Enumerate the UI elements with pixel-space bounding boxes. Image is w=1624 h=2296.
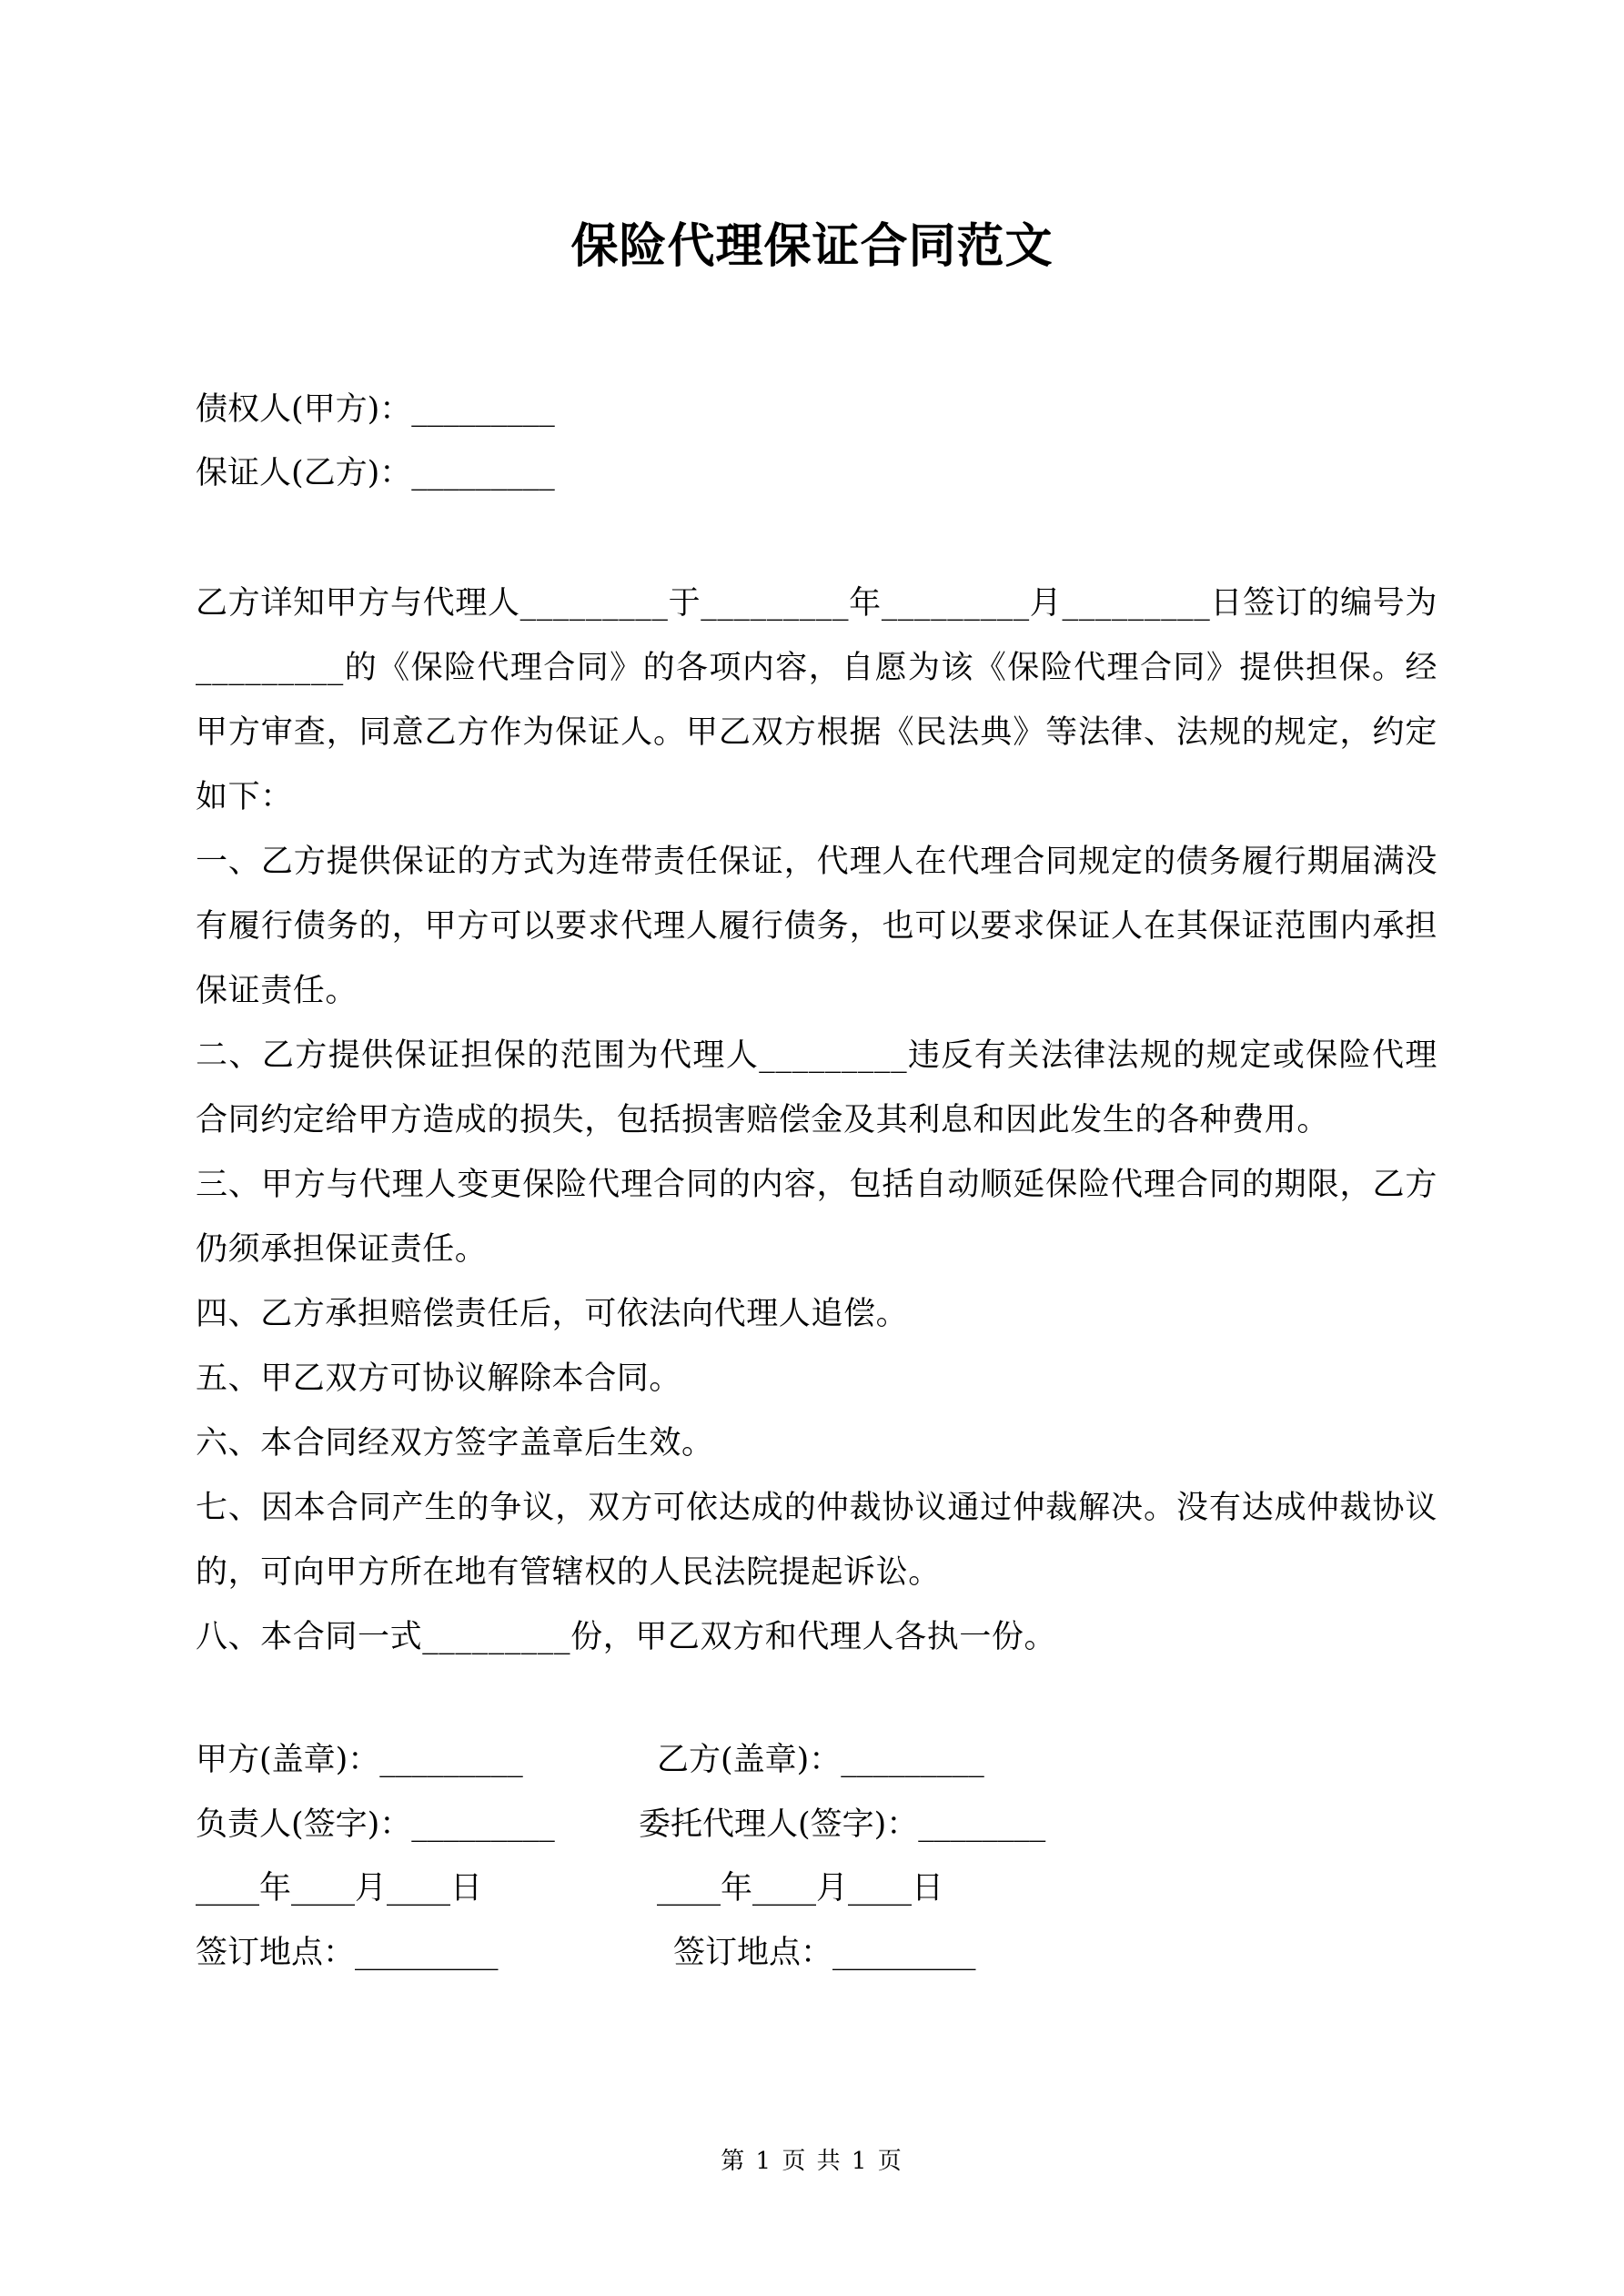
- responsible-person-signature: 负责人(签字)：_________: [196, 1806, 555, 1843]
- intro-paragraph: 乙方详知甲方与代理人_________于_________年_________月_________日签订的编号为_________的《保险代理合同》的各项内容，自愿为该《保险代理合同》提供担保。经甲方审查，同意乙方作为保证人。甲乙双方根据《民法典》等法律、法规的规定，约定如下：: [196, 585, 1437, 815]
- creditor-line: 债权人(甲方)：_________: [196, 391, 555, 428]
- document-title: 保险代理保证合同范文: [570, 218, 1054, 274]
- contract-body: [196, 571, 1437, 1670]
- clause-3: 三、甲方与代理人变更保险代理合同的内容，包括自动顺延保险代理合同的期限，乙方仍须承担保证责任。: [196, 1167, 1437, 1268]
- clause-8: 八、本合同一式_________份，甲乙双方和代理人各执一份。: [196, 1619, 1057, 1655]
- guarantor-line: 保证人(乙方)：_________: [196, 455, 555, 491]
- date-left: ____年____月____日: [196, 1870, 483, 1907]
- party-a-seal: 甲方(盖章)：_________: [196, 1742, 523, 1778]
- clause-2: 二、乙方提供保证担保的范围为代理人_________违反有关法律法规的规定或保险代理合同约定给甲方造成的损失，包括损害赔偿金及其利息和因此发生的各种费用。: [196, 1037, 1437, 1138]
- signing-place-left: 签订地点：_________: [196, 1935, 499, 1971]
- date-right: ____年____月____日: [657, 1870, 944, 1907]
- clause-5: 五、甲乙双方可协议解除本合同。: [196, 1360, 682, 1397]
- clause-6: 六、本合同经双方签字盖章后生效。: [196, 1425, 714, 1462]
- page-footer: 第 1 页 共 1 页: [721, 2148, 903, 2175]
- clause-4: 四、乙方承担赔偿责任后，可依法向代理人追偿。: [196, 1296, 909, 1332]
- clause-7: 七、因本合同产生的争议，双方可依达成的仲裁协议通过仲裁解决。没有达成仲裁协议的，可向甲方所在地有管辖权的人民法院提起诉讼。: [196, 1490, 1437, 1591]
- signing-place-right: 签订地点：_________: [673, 1935, 976, 1971]
- agent-signature: 委托代理人(签字)：________: [639, 1806, 1046, 1843]
- party-b-seal: 乙方(盖章)：_________: [657, 1742, 984, 1778]
- clause-1: 一、乙方提供保证的方式为连带责任保证，代理人在代理合同规定的债务履行期届满没有履行债务的，甲方可以要求代理人履行债务，也可以要求保证人在其保证范围内承担保证责任。: [196, 844, 1437, 1009]
